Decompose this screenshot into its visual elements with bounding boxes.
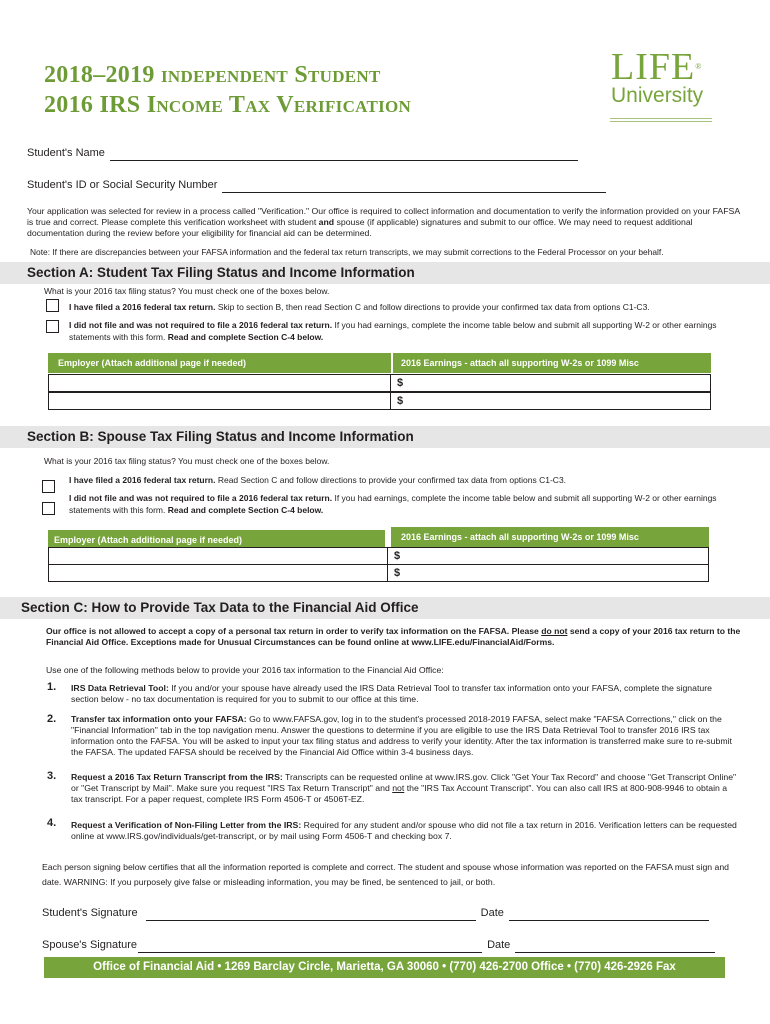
method-4-number: 4. xyxy=(47,817,57,829)
section-b-question: What is your 2016 tax filing status? You must check one of the boxes below. xyxy=(44,456,330,466)
section-b-earnings-cell-1[interactable]: $ xyxy=(387,547,709,565)
section-a-filed-option xyxy=(69,302,749,314)
spouse-date-field[interactable] xyxy=(515,941,715,953)
method-3-heading: Request a 2016 Tax Return Transcript from the IRS: xyxy=(71,772,283,782)
certification-statement: Each person signing below certifies that all the information reported is complete and correct. The student and spouse whose information was reported on the FAFSA must sign and date. WARNING: If you purposely give false or misleading information, you may be fined, be sentenced to jail, or both. xyxy=(42,862,730,887)
method-3-number: 3. xyxy=(47,770,57,782)
section-c-header xyxy=(0,597,770,619)
logo-life-text: LIFE xyxy=(611,46,696,88)
section-a-opt2-text: If you had earnings, complete the income table below and submit all supporting W-2 or other earnings statements with this form. xyxy=(69,320,717,342)
section-a-filed-checkbox[interactable] xyxy=(46,299,59,312)
title-line-1: 2018–2019 independent Student xyxy=(44,62,381,88)
section-a-opt2-bold: I did not file and was not required to file a 2016 federal tax return. xyxy=(69,320,333,330)
section-b-employer-cell-2[interactable] xyxy=(48,564,388,582)
section-a-header xyxy=(0,262,770,284)
student-date-label: Date xyxy=(480,907,504,919)
section-a-employer-header: Employer (Attach additional page if needed) xyxy=(48,353,391,373)
student-date-field[interactable] xyxy=(509,909,709,921)
section-b-opt1-bold: I have filed a 2016 federal tax return. xyxy=(69,475,216,485)
section-b-earnings-header: 2016 Earnings - attach all supporting W-2s or 1099 Misc xyxy=(391,527,709,547)
method-3-underline: not xyxy=(392,783,405,793)
spouse-date-label: Date xyxy=(487,939,511,951)
section-b-opt1-text: Read Section C and follow directions to provide your confirmed tax data from options C1-C3. xyxy=(215,475,567,485)
student-id-field[interactable] xyxy=(222,181,606,193)
method-3-body-end: the "IRS Tax Account Transcript". You can also call IRS at 800-908-9946 to obtain a tax transcript. For a paper request, complete IRS Form 4506-T or 4506T-EZ. xyxy=(71,783,728,804)
section-a-question: What is your 2016 tax filing status? You must check one of the boxes below. xyxy=(44,286,330,296)
student-name-row xyxy=(27,146,578,161)
section-b-header xyxy=(0,426,770,448)
section-c-warning-underline: do not xyxy=(541,626,568,636)
spouse-signature-label: Spouse's Signature xyxy=(42,939,138,951)
method-1-text xyxy=(71,683,741,705)
section-c-title: Section C: How to Provide Tax Data to the Financial Aid Office xyxy=(21,600,419,615)
section-b-employer-cell-1[interactable] xyxy=(48,547,388,565)
section-b-opt2-bold2: Read and complete Section C-4 below. xyxy=(167,504,324,515)
method-4-text xyxy=(71,820,741,842)
discrepancy-note: Note: If there are discrepancies between your FAFSA information and the federal tax return transcripts, we may submit corrections to the Federal Processor on your behalf. xyxy=(30,247,664,257)
section-b-not-filed-option xyxy=(69,493,739,516)
footer-contact-bar: Office of Financial Aid • 1269 Barclay Circle, Marietta, GA 30060 • (770) 426-2700 Office • (770) 426-2926 Fax xyxy=(44,957,725,978)
method-2-heading: Transfer tax information onto your FAFSA: xyxy=(71,714,247,724)
method-3-text xyxy=(71,772,741,805)
section-a-not-filed-option xyxy=(69,320,739,343)
section-a-earnings-header: 2016 Earnings - attach all supporting W-2s or 1099 Misc xyxy=(393,353,711,373)
student-name-label: Student's Name xyxy=(27,147,105,159)
section-b-opt2-bold: I did not file and was not required to file a 2016 federal tax return. xyxy=(69,493,333,503)
logo-university-text: University xyxy=(611,84,704,107)
method-2-text xyxy=(71,714,741,758)
title-line-2: 2016 IRS Income Tax Verification xyxy=(44,92,412,118)
logo-rule xyxy=(610,121,712,122)
method-3-body-start: Transcripts can be requested online at www.IRS.gov. Click "Get Your Tax Record" and choose "Get Transcript Online" or "Get Transcript by Mail". Make sure you request "IRS Tax Return Transcript" and xyxy=(71,772,737,793)
section-c-instructions: Use one of the following methods below to provide your 2016 tax information to the Financial Aid Office: xyxy=(46,665,444,675)
spouse-signature-field[interactable] xyxy=(138,941,482,953)
section-a-opt1-text: Skip to section B, then read Section C and follow directions to provide your confirmed tax data from options C1-C3. xyxy=(215,302,650,312)
logo-rule xyxy=(610,118,712,119)
section-a-opt1-bold: I have filed a 2016 federal tax return. xyxy=(69,302,216,312)
intro-paragraph xyxy=(27,206,747,239)
student-id-label: Student's ID or Social Security Number xyxy=(27,179,218,191)
section-b-earnings-cell-2[interactable]: $ xyxy=(387,564,709,582)
spouse-signature-row xyxy=(42,938,715,953)
section-b-opt2-text: If you had earnings, complete the income table below and submit all supporting W-2 or other earnings statements with this form. xyxy=(69,493,717,515)
student-signature-row xyxy=(42,906,709,921)
section-a-title: Section A: Student Tax Filing Status and Income Information xyxy=(27,265,415,280)
method-4-heading: Request a Verification of Non-Filing Letter from the IRS: xyxy=(71,820,302,830)
intro-text-bold: and xyxy=(318,217,335,227)
intro-text-end: spouse (if applicable) signatures and submit to our office. We may need to request additional documentation during the review before your eligibility for financial aid can be determined. xyxy=(27,217,693,238)
student-id-row xyxy=(27,178,606,193)
section-a-not-filed-checkbox[interactable] xyxy=(46,320,59,333)
section-b-filed-checkbox[interactable] xyxy=(42,480,55,493)
section-a-earnings-cell-1[interactable]: $ xyxy=(390,374,711,392)
method-1-number: 1. xyxy=(47,681,57,693)
section-b-title: Section B: Spouse Tax Filing Status and Income Information xyxy=(27,429,414,444)
section-b-filed-option xyxy=(69,475,749,487)
method-2-number: 2. xyxy=(47,713,57,725)
section-a-employer-cell-2[interactable] xyxy=(48,392,391,410)
method-2-body: Go to www.FAFSA.gov, log in to the student's processed 2018-2019 FAFSA, select make "FAFSA Corrections," click on the "Financial Information" tab in the top navigation menu. Answer the questions to determine if you are eligible to use the IRS Data Retrieval Tool to transfer 2016 IRS tax information onto the FAFSA. You will be asked to input your tax filing status and address to verify your identity. After the tax information is transferred make sure to re-submit the FAFSA. The updated FAFSA should be received by the Financial Aid Office within 3-4 business days. xyxy=(71,714,732,757)
logo-registered-mark: ® xyxy=(695,62,703,71)
student-signature-field[interactable] xyxy=(146,909,476,921)
section-a-opt2-bold2: Read and complete Section C-4 below. xyxy=(167,331,324,342)
life-university-logo xyxy=(611,48,721,106)
section-c-warning-end: send a copy of your 2016 tax return to the Financial Aid Office. Exceptions made for Unusual Circumstances can be found online at www.LIFE.edu/FinancialAid/Forms. xyxy=(46,626,741,647)
section-a-earnings-cell-2[interactable]: $ xyxy=(390,392,711,410)
page-title xyxy=(44,60,411,120)
method-1-heading: IRS Data Retrieval Tool: xyxy=(71,683,169,693)
section-b-not-filed-checkbox[interactable] xyxy=(42,502,55,515)
section-a-employer-cell-1[interactable] xyxy=(48,374,391,392)
student-signature-label: Student's Signature xyxy=(42,907,138,919)
section-c-warning xyxy=(46,626,746,648)
intro-text-start: Your application was selected for review in a process called "Verification." Our office is required to collect information and documentation to verify the information provided on your FAFSA is true and correct. Please complete this verification worksheet with student xyxy=(27,206,740,227)
section-c-warning-start: Our office is not allowed to accept a copy of a personal tax return in order to verify tax information on the FAFSA. Please xyxy=(46,626,542,636)
student-name-field[interactable] xyxy=(110,149,578,161)
section-b-employer-header: Employer (Attach additional page if needed) xyxy=(48,530,385,550)
method-4-body: Required for any student and/or spouse who did not file a tax return in 2016. Verification letters can be requested online at www.IRS.gov/individuals/get-transcript, or by mail using Form 4506-T and checking box 7. xyxy=(71,820,737,841)
method-1-body: If you and/or your spouse have already used the IRS Data Retrieval Tool to transfer tax information onto your FAFSA, complete the signature section below - no tax documentation is required for you to submit to our office at this time. xyxy=(71,683,712,704)
